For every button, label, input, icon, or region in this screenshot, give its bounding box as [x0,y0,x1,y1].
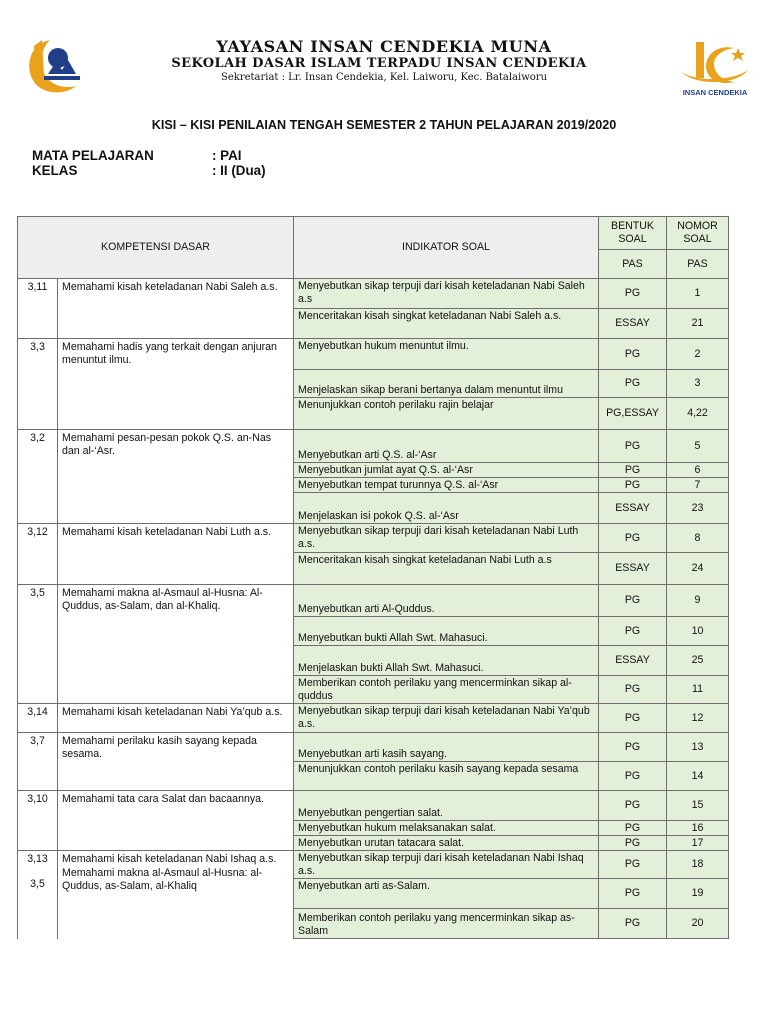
header-kompetensi: KOMPETENSI DASAR [18,217,294,279]
question-type: PG [599,821,667,836]
indicator-text: Menunjukkan contoh perilaku kasih sayang kepada sesama [294,762,599,791]
question-type: PG [599,851,667,879]
question-number: 3 [667,370,729,398]
school-name: SEKOLAH DASAR ISLAM TERPADU INSAN CENDEKIA [171,56,587,71]
question-type: PG [599,478,667,493]
document-title: KISI – KISI PENILAIAN TENGAH SEMESTER 2 TAHUN PELAJARAN 2019/2020 [151,118,617,132]
question-number: 17 [667,836,729,851]
question-number: 19 [667,879,729,909]
indicator-text: Menyebutkan hukum menuntut ilmu. [294,339,599,370]
question-type: ESSAY [599,646,667,676]
question-number: 15 [667,791,729,821]
indicator-text: Memberikan contoh perilaku yang mencerminkan sikap al-quddus [294,676,599,704]
kd-number: 3,11 [18,279,58,339]
question-type: PG,ESSAY [599,398,667,430]
indicator-text: Menjelaskan bukti Allah Swt. Mahasuci. [294,646,599,676]
question-type: ESSAY [599,309,667,339]
meta-subject [32,148,242,163]
kd-text: Memahami makna al-Asmaul al-Husna: al-Quddus, as-Salam, al-Khaliq [62,867,263,892]
question-number: 24 [667,553,729,585]
header-bentuk: BENTUK SOAL [599,217,667,250]
meta-class [32,163,266,178]
question-number: 13 [667,733,729,762]
question-number: 5 [667,430,729,463]
meta-class-label: KELAS [32,163,78,178]
question-type: PG [599,279,667,309]
school-address: Sekretariat : Lr. Insan Cendekia, Kel. Laiworu, Kec. Batalaiworu [220,72,548,83]
question-type: PG [599,676,667,704]
question-number: 12 [667,704,729,733]
header-indikator: INDIKATOR SOAL [294,217,599,279]
question-type: ESSAY [599,553,667,585]
kd-text: Memahami tata cara Salat dan bacaannya. [58,791,294,851]
question-type: PG [599,617,667,646]
question-number: 2 [667,339,729,370]
kisi-table [17,216,729,939]
header-nomor-sub: PAS [667,250,729,279]
question-type: PG [599,585,667,617]
question-type: ESSAY [599,493,667,524]
question-type: PG [599,370,667,398]
question-type: PG [599,704,667,733]
question-type: PG [599,339,667,370]
kd-text: Memahami kisah keteladanan Nabi Saleh a.s. [58,279,294,339]
question-number: 10 [667,617,729,646]
kd-text: Memahami perilaku kasih sayang kepada sesama. [58,733,294,791]
kd-text: Memahami kisah keteladanan Nabi Luth a.s. [58,524,294,585]
kd-number-cell [18,851,58,939]
question-type: PG [599,733,667,762]
question-number: 20 [667,909,729,939]
indicator-text: Menyebutkan arti as-Salam. [294,879,599,909]
indicator-text: Menunjukkan contoh perilaku rajin belajar [294,398,599,430]
indicator-text: Menyebutkan urutan tatacara salat. [294,836,599,851]
logo-right-text: INSAN CENDEKIA [682,88,748,97]
kd-text: Memahami hadis yang terkait dengan anjuran menuntut ilmu. [58,339,294,430]
header-nomor: NOMOR SOAL [667,217,729,250]
kd-number: 3,7 [18,733,58,791]
indicator-text: Menceritakan kisah singkat keteladanan Nabi Luth a.s [294,553,599,585]
header-bentuk-sub: PAS [599,250,667,279]
question-number: 9 [667,585,729,617]
kd-text: Memahami pesan-pesan pokok Q.S. an-Nas dan al-‘Asr. [58,430,294,524]
question-type: PG [599,524,667,553]
question-number: 18 [667,851,729,879]
kd-text: Memahami kisah keteladanan Nabi Ya’qub a.s. [58,704,294,733]
question-number: 8 [667,524,729,553]
kd-number: 3,2 [18,430,58,524]
meta-subject-label: MATA PELAJARAN [32,148,154,163]
kd-text: Memahami makna al-Asmaul al-Husna: Al-Quddus, as-Salam, dan al-Khaliq. [58,585,294,704]
indicator-text: Menyebutkan sikap terpuji dari kisah keteladanan Nabi Saleh a.s [294,279,599,309]
kd-text-cell [58,851,294,939]
question-type: PG [599,430,667,463]
indicator-text: Menyebutkan arti Al-Quddus. [294,585,599,617]
indicator-text: Menyebutkan sikap terpuji dari kisah keteladanan Nabi Ishaq a.s. [294,851,599,879]
question-number: 21 [667,309,729,339]
question-type: PG [599,836,667,851]
indicator-text: Menceritakan kisah singkat keteladanan Nabi Saleh a.s. [294,309,599,339]
meta-subject-value: : PAI [212,148,242,163]
kd-number: 3,5 [18,585,58,704]
question-number: 25 [667,646,729,676]
question-number: 23 [667,493,729,524]
indicator-text: Menyebutkan tempat turunnya Q.S. al-‘Asr [294,478,599,493]
kd-number: 3,12 [18,524,58,585]
question-number: 1 [667,279,729,309]
kd-number: 3,5 [30,878,45,890]
indicator-text: Memberikan contoh perilaku yang mencerminkan sikap as-Salam [294,909,599,939]
indicator-text: Menyebutkan arti Q.S. al-‘Asr [294,430,599,463]
question-number: 7 [667,478,729,493]
question-type: PG [599,791,667,821]
indicator-text: Menjelaskan sikap berani bertanya dalam menuntut ilmu [294,370,599,398]
indicator-text: Menyebutkan sikap terpuji dari kisah keteladanan Nabi Luth a.s. [294,524,599,553]
indicator-text: Menyebutkan sikap terpuji dari kisah keteladanan Nabi Ya’qub a.s. [294,704,599,733]
question-number: 14 [667,762,729,791]
question-number: 4,22 [667,398,729,430]
question-type: PG [599,463,667,478]
kd-number: 3,14 [18,704,58,733]
kd-text: Memahami kisah keteladanan Nabi Ishaq a.s. [62,853,277,865]
org-name: YAYASAN INSAN CENDEKIA MUNA [216,37,552,56]
question-type: PG [599,879,667,909]
question-type: PG [599,909,667,939]
question-number: 11 [667,676,729,704]
kd-number: 3,13 [27,853,48,865]
indicator-text: Menyebutkan arti kasih sayang. [294,733,599,762]
indicator-text: Menjelaskan isi pokok Q.S. al-‘Asr [294,493,599,524]
question-number: 16 [667,821,729,836]
question-type: PG [599,762,667,791]
indicator-text: Menyebutkan jumlat ayat Q.S. al-‘Asr [294,463,599,478]
letterhead [0,0,768,100]
indicator-text: Menyebutkan hukum melaksanakan salat. [294,821,599,836]
question-number: 6 [667,463,729,478]
kd-number: 3,3 [18,339,58,430]
indicator-text: Menyebutkan pengertian salat. [294,791,599,821]
meta-class-value: : II (Dua) [212,163,266,178]
school-logo-right [676,40,754,98]
kd-number: 3,10 [18,791,58,851]
indicator-text: Menyebutkan bukti Allah Swt. Mahasuci. [294,617,599,646]
